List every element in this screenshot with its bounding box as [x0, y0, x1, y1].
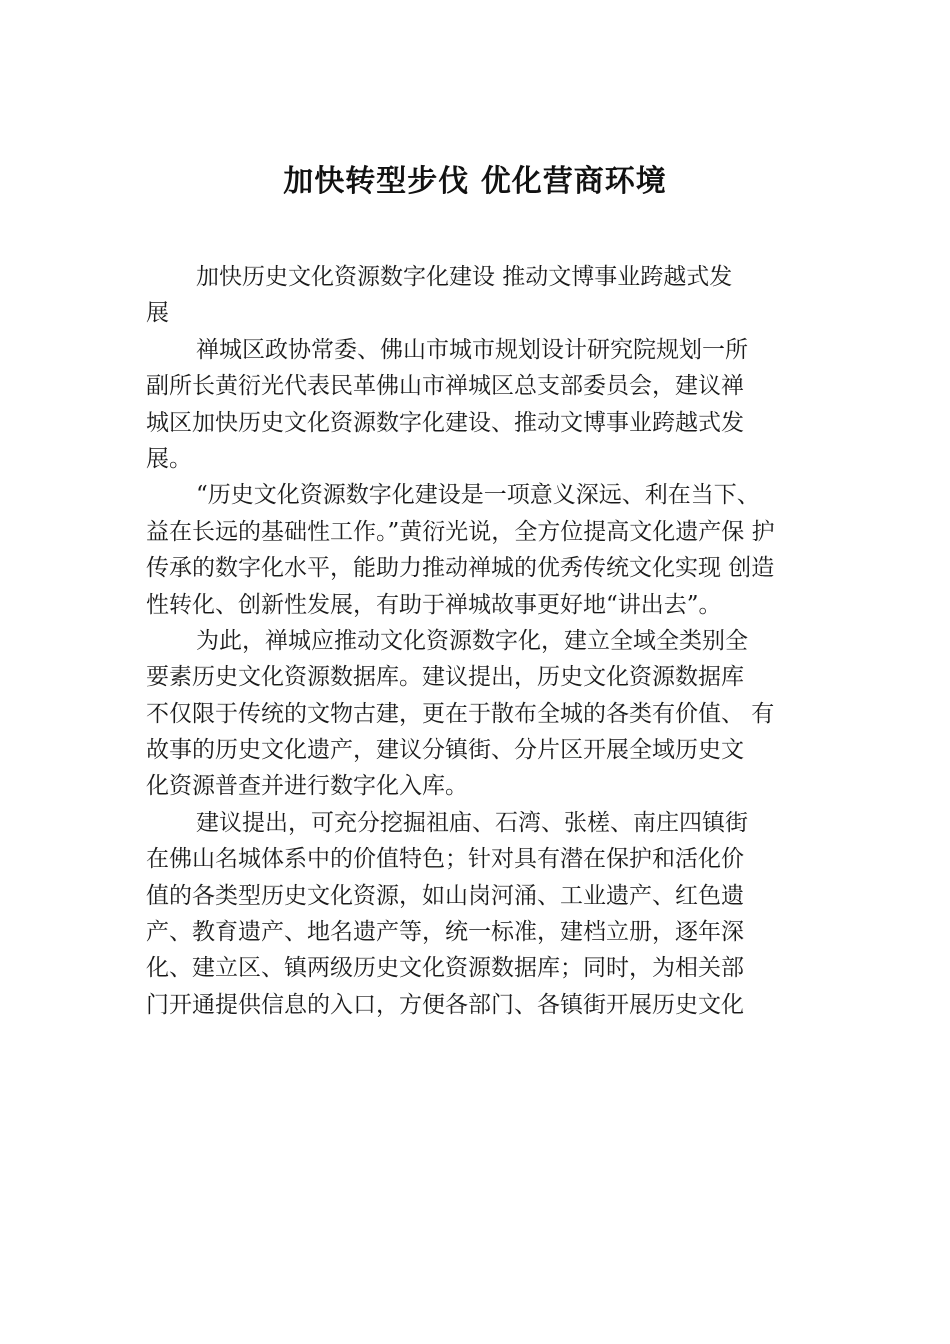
text-line: 门开通提供信息的入口，方便各部门、各镇街开展历史文化 — [146, 991, 744, 1018]
text-line: 建议提出，可充分挖掘祖庙、石湾、张槎、南庄四镇街 — [196, 809, 748, 836]
text-line: 展。 — [146, 445, 192, 472]
text-line: 益在长远的基础性工作。”黄衍光说，全方位提高文化遗产保 护 — [146, 518, 775, 545]
text-line: 要素历史文化资源数据库。建议提出，历史文化资源数据库 — [146, 664, 744, 691]
text-line: 禅城区政协常委、佛山市城市规划设计研究院规划一所 — [196, 336, 748, 363]
document-title: 加快转型步伐 优化营商环境 — [283, 164, 667, 199]
text-line: 在佛山名城体系中的价值特色；针对具有潜在保护和活化价 — [146, 846, 744, 873]
text-line: 故事的历史文化遗产，建议分镇街、分片区开展全域历史文 — [146, 737, 744, 764]
text-line: 值的各类型历史文化资源，如山岗河涌、工业遗产、红色遗 — [146, 882, 744, 909]
text-line: 产、教育遗产、地名遗产等，统一标准，建档立册，逐年深 — [146, 919, 744, 946]
document-body — [146, 259, 836, 1023]
text-line: 性转化、创新性发展，有助于禅城故事更好地“讲出去”。 — [146, 591, 722, 618]
text-line: 传承的数字化水平，能助力推动禅城的优秀传统文化实现 创造 — [146, 555, 775, 582]
text-line: 化资源普查并进行数字化入库。 — [146, 773, 468, 800]
text-line: 加快历史文化资源数字化建设 推动文博事业跨越式发 — [196, 264, 733, 290]
text-line: 不仅限于传统的文物古建，更在于散布全城的各类有价值、 有 — [146, 700, 775, 727]
text-line: 为此，禅城应推动文化资源数字化，建立全域全类别全 — [196, 627, 748, 654]
text-line: 化、建立区、镇两级历史文化资源数据库；同时，为相关部 — [146, 955, 744, 982]
text-line: 展 — [146, 300, 169, 327]
text-line: 城区加快历史文化资源数字化建设、推动文博事业跨越式发 — [146, 409, 744, 436]
text-line: 副所长黄衍光代表民革佛山市禅城区总支部委员会，建议禅 — [146, 373, 744, 400]
text-line: “历史文化资源数字化建设是一项意义深远、利在当下、 — [196, 482, 760, 509]
